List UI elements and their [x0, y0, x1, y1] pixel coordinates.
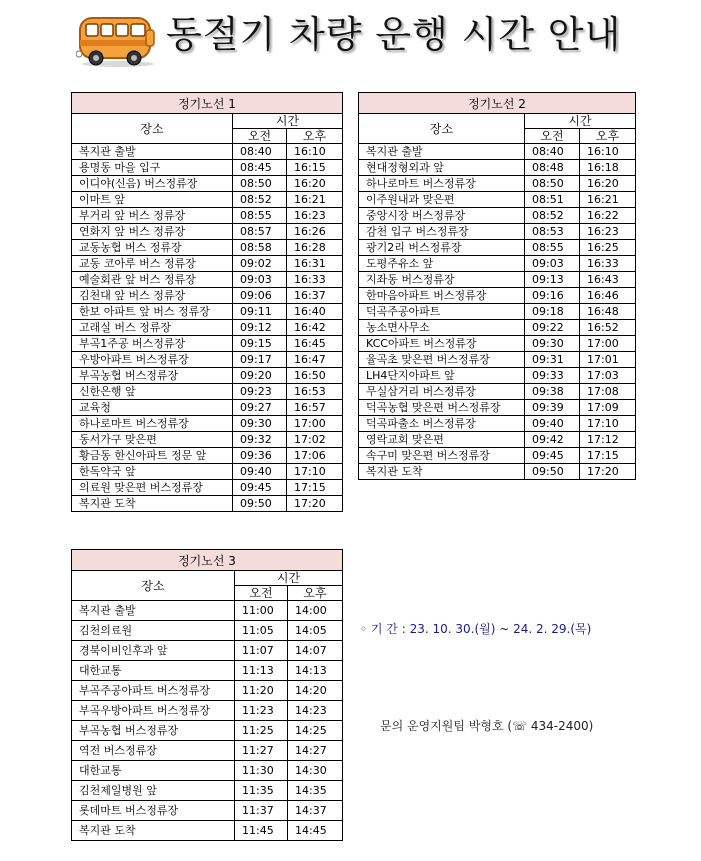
- table-row: [72, 781, 343, 801]
- pm-time: 14:00: [288, 601, 343, 621]
- stop-name: 부거리 앞 버스 정류장: [72, 208, 233, 224]
- pm-time: 17:06: [287, 448, 343, 464]
- operation-period: ◦ 기 간 : 23. 10. 30.(월) ~ 24. 2. 29.(목): [360, 622, 592, 636]
- table-row: [72, 480, 343, 496]
- table-row: [359, 352, 636, 368]
- table-row: [72, 304, 343, 320]
- place-header: 장소: [359, 114, 525, 144]
- pm-time: 17:20: [287, 496, 343, 512]
- am-time: 09:36: [233, 448, 287, 464]
- pm-time: 14:27: [288, 741, 343, 761]
- stop-name: 경북이비인후과 앞: [72, 641, 235, 661]
- pm-time: 16:21: [287, 192, 343, 208]
- table-row: [72, 320, 343, 336]
- am-time: 09:20: [233, 368, 287, 384]
- table-row: [359, 272, 636, 288]
- stop-name: 부곡우방아파트 버스정류장: [72, 701, 235, 721]
- route-name: 정기노선 3: [72, 550, 343, 571]
- am-time: 09:38: [525, 384, 580, 400]
- stop-name: 교육청: [72, 400, 233, 416]
- stop-name: 덕곡파출소 버스정류장: [359, 416, 525, 432]
- pm-time: 16:46: [580, 288, 636, 304]
- am-time: 08:40: [525, 144, 580, 160]
- table-row: [359, 256, 636, 272]
- am-time: 08:55: [525, 240, 580, 256]
- pm-time: 17:15: [287, 480, 343, 496]
- table-row: [359, 400, 636, 416]
- table-row: [72, 416, 343, 432]
- table-row: [72, 288, 343, 304]
- am-time: 09:40: [233, 464, 287, 480]
- pm-time: 16:23: [580, 224, 636, 240]
- am-time: 09:03: [525, 256, 580, 272]
- am-time: 09:23: [233, 384, 287, 400]
- am-time: 09:13: [525, 272, 580, 288]
- stop-name: 황금동 한신아파트 정문 앞: [72, 448, 233, 464]
- stop-name: 고래실 버스 정류장: [72, 320, 233, 336]
- table-row: [359, 320, 636, 336]
- pm-time: 16:33: [287, 272, 343, 288]
- am-time: 08:40: [233, 144, 287, 160]
- table-row: [72, 336, 343, 352]
- am-time: 09:50: [525, 464, 580, 480]
- table-row: [359, 448, 636, 464]
- table-row: [72, 144, 343, 160]
- pm-time: 16:33: [580, 256, 636, 272]
- pm-time: 17:01: [580, 352, 636, 368]
- table-row: [72, 801, 343, 821]
- am-time: 11:07: [235, 641, 288, 661]
- pm-header: 오후: [580, 129, 636, 144]
- stop-name: 도평주유소 앞: [359, 256, 525, 272]
- am-time: 09:30: [233, 416, 287, 432]
- am-time: 08:48: [525, 160, 580, 176]
- table-row: [359, 288, 636, 304]
- time-header: 시간: [235, 571, 343, 586]
- pm-time: 14:23: [288, 701, 343, 721]
- am-time: 11:00: [235, 601, 288, 621]
- stop-name: 용명동 마을 입구: [72, 160, 233, 176]
- stop-name: 부곡농협 버스정류장: [72, 368, 233, 384]
- route-name: 정기노선 2: [359, 93, 636, 114]
- pm-time: 17:20: [580, 464, 636, 480]
- stop-name: 복지관 출발: [72, 144, 233, 160]
- am-time: 09:15: [233, 336, 287, 352]
- pm-time: 16:22: [580, 208, 636, 224]
- table-row: [72, 721, 343, 741]
- stop-name: 김천제일병원 앞: [72, 781, 235, 801]
- stop-name: 롯데마트 버스정류장: [72, 801, 235, 821]
- stop-name: 연화지 앞 버스 정류장: [72, 224, 233, 240]
- table-row: [359, 176, 636, 192]
- pm-time: 16:18: [580, 160, 636, 176]
- stop-name: 교동농협 버스 정류장: [72, 240, 233, 256]
- am-header: 오전: [233, 129, 287, 144]
- table-row: [72, 821, 343, 841]
- page-title: 동절기 차량 운행 시간 안내: [166, 13, 622, 56]
- stop-name: 부곡1주공 버스정류장: [72, 336, 233, 352]
- am-time: 11:37: [235, 801, 288, 821]
- table-row: [72, 384, 343, 400]
- stop-name: 부곡농협 버스정류장: [72, 721, 235, 741]
- table-row: [72, 432, 343, 448]
- pm-time: 17:08: [580, 384, 636, 400]
- place-header: 장소: [72, 114, 233, 144]
- am-header: 오전: [235, 586, 288, 601]
- stop-name: 복지관 도착: [72, 821, 235, 841]
- header: [0, 0, 701, 80]
- table-row: [72, 240, 343, 256]
- am-time: 09:02: [233, 256, 287, 272]
- time-header: 시간: [233, 114, 343, 129]
- pm-time: 16:53: [287, 384, 343, 400]
- pm-time: 14:37: [288, 801, 343, 821]
- table-row: [359, 304, 636, 320]
- stop-name: 예술회관 앞 버스 정류장: [72, 272, 233, 288]
- stop-name: 복지관 출발: [359, 144, 525, 160]
- am-time: 08:50: [525, 176, 580, 192]
- table-row: [72, 621, 343, 641]
- contact-info: 문의 운영지원팀 박형호 (☏ 434-2400): [380, 719, 594, 733]
- table-row: [359, 368, 636, 384]
- pm-time: 14:05: [288, 621, 343, 641]
- pm-time: 16:20: [287, 176, 343, 192]
- stop-name: 의료원 맞은편 버스정류장: [72, 480, 233, 496]
- table-row: [72, 272, 343, 288]
- am-time: 09:31: [525, 352, 580, 368]
- stop-name: 동서가구 맞은편: [72, 432, 233, 448]
- table-row: [72, 400, 343, 416]
- pm-time: 17:09: [580, 400, 636, 416]
- am-time: 11:35: [235, 781, 288, 801]
- stop-name: 복지관 출발: [72, 601, 235, 621]
- pm-time: 17:10: [287, 464, 343, 480]
- table-row: [72, 761, 343, 781]
- table-row: [359, 416, 636, 432]
- stop-name: 역전 버스정류장: [72, 741, 235, 761]
- stop-name: LH4단지아파트 앞: [359, 368, 525, 384]
- time-header: 시간: [525, 114, 636, 129]
- am-time: 08:52: [525, 208, 580, 224]
- am-time: 11:20: [235, 681, 288, 701]
- stop-name: 이마트 앞: [72, 192, 233, 208]
- stop-name: KCC아파트 버스정류장: [359, 336, 525, 352]
- stop-name: 율곡초 맞은편 버스정류장: [359, 352, 525, 368]
- am-time: 08:55: [233, 208, 287, 224]
- pm-time: 16:28: [287, 240, 343, 256]
- stop-name: 덕곡농협 맞은편 버스정류장: [359, 400, 525, 416]
- pm-time: 16:25: [580, 240, 636, 256]
- am-time: 09:17: [233, 352, 287, 368]
- stop-name: 속구미 맞은편 버스정류장: [359, 448, 525, 464]
- table-row: [359, 208, 636, 224]
- stop-name: 무실삼거리 버스정류장: [359, 384, 525, 400]
- am-time: 11:45: [235, 821, 288, 841]
- route-table-1: [71, 92, 343, 512]
- pm-time: 16:42: [287, 320, 343, 336]
- table-row: [72, 601, 343, 621]
- table-row: [72, 448, 343, 464]
- am-time: 11:30: [235, 761, 288, 781]
- pm-time: 16:57: [287, 400, 343, 416]
- am-time: 08:52: [233, 192, 287, 208]
- am-time: 09:22: [525, 320, 580, 336]
- stop-name: 김천의료원: [72, 621, 235, 641]
- pm-time: 14:35: [288, 781, 343, 801]
- pm-header: 오후: [287, 129, 343, 144]
- pm-time: 16:26: [287, 224, 343, 240]
- pm-time: 14:45: [288, 821, 343, 841]
- pm-time: 16:50: [287, 368, 343, 384]
- pm-time: 16:43: [580, 272, 636, 288]
- stop-name: 대한교통: [72, 661, 235, 681]
- table-row: [359, 240, 636, 256]
- stop-name: 현대정형외과 앞: [359, 160, 525, 176]
- am-time: 08:51: [525, 192, 580, 208]
- pm-time: 16:31: [287, 256, 343, 272]
- stop-name: 신한은행 앞: [72, 384, 233, 400]
- pm-time: 17:00: [580, 336, 636, 352]
- pm-time: 14:25: [288, 721, 343, 741]
- pm-time: 17:12: [580, 432, 636, 448]
- stop-name: 대한교통: [72, 761, 235, 781]
- pm-time: 16:37: [287, 288, 343, 304]
- route-name: 정기노선 1: [72, 93, 343, 114]
- table-row: [72, 641, 343, 661]
- table-row: [359, 336, 636, 352]
- pm-time: 16:47: [287, 352, 343, 368]
- am-time: 11:27: [235, 741, 288, 761]
- pm-header: 오후: [288, 586, 343, 601]
- am-time: 08:50: [233, 176, 287, 192]
- table-row: [359, 160, 636, 176]
- table-row: [72, 701, 343, 721]
- pm-time: 16:20: [580, 176, 636, 192]
- pm-time: 14:20: [288, 681, 343, 701]
- am-time: 09:39: [525, 400, 580, 416]
- table-row: [359, 192, 636, 208]
- table-row: [72, 224, 343, 240]
- table-row: [72, 661, 343, 681]
- pm-time: 16:48: [580, 304, 636, 320]
- am-time: 09:45: [525, 448, 580, 464]
- table-row: [72, 681, 343, 701]
- stop-name: 부곡주공아파트 버스정류장: [72, 681, 235, 701]
- stop-name: 김천대 앞 버스 정류장: [72, 288, 233, 304]
- stop-name: 중앙시장 버스정류장: [359, 208, 525, 224]
- am-time: 09:06: [233, 288, 287, 304]
- am-time: 08:57: [233, 224, 287, 240]
- am-time: 11:23: [235, 701, 288, 721]
- stop-name: 교동 코아루 버스 정류장: [72, 256, 233, 272]
- stop-name: 영락교회 맞은편: [359, 432, 525, 448]
- table-row: [359, 144, 636, 160]
- table-row: [72, 464, 343, 480]
- am-time: 09:50: [233, 496, 287, 512]
- pm-time: 17:02: [287, 432, 343, 448]
- table-row: [72, 256, 343, 272]
- stop-name: 하나로마트 버스정류장: [359, 176, 525, 192]
- stop-name: 농소면사무소: [359, 320, 525, 336]
- am-time: 09:40: [525, 416, 580, 432]
- table-row: [359, 464, 636, 480]
- stop-name: 한마음아파트 버스정류장: [359, 288, 525, 304]
- stop-name: 광기2리 버스정류장: [359, 240, 525, 256]
- stop-name: 복지관 도착: [72, 496, 233, 512]
- table-row: [72, 496, 343, 512]
- pm-time: 16:21: [580, 192, 636, 208]
- am-time: 08:53: [525, 224, 580, 240]
- table-row: [72, 741, 343, 761]
- pm-time: 14:13: [288, 661, 343, 681]
- am-time: 09:12: [233, 320, 287, 336]
- am-time: 09:27: [233, 400, 287, 416]
- pm-time: 16:23: [287, 208, 343, 224]
- table-row: [72, 352, 343, 368]
- route-table-2: [358, 92, 636, 480]
- route-table-3: [71, 549, 343, 841]
- school-bus-icon: [76, 10, 158, 68]
- am-time: 11:25: [235, 721, 288, 741]
- pm-time: 14:30: [288, 761, 343, 781]
- table-row: [72, 368, 343, 384]
- table-row: [359, 224, 636, 240]
- am-time: 11:13: [235, 661, 288, 681]
- am-time: 09:32: [233, 432, 287, 448]
- am-time: 11:05: [235, 621, 288, 641]
- pm-time: 17:03: [580, 368, 636, 384]
- stop-name: 하나로마트 버스정류장: [72, 416, 233, 432]
- am-time: 09:16: [525, 288, 580, 304]
- pm-time: 16:10: [580, 144, 636, 160]
- stop-name: 덕곡주공아파트: [359, 304, 525, 320]
- stop-name: 지좌동 버스정류장: [359, 272, 525, 288]
- am-time: 09:03: [233, 272, 287, 288]
- am-time: 08:58: [233, 240, 287, 256]
- table-row: [359, 432, 636, 448]
- am-time: 08:45: [233, 160, 287, 176]
- pm-time: 14:07: [288, 641, 343, 661]
- stop-name: 이주원내과 맞은편: [359, 192, 525, 208]
- stop-name: 한독약국 앞: [72, 464, 233, 480]
- pm-time: 16:45: [287, 336, 343, 352]
- pm-time: 16:40: [287, 304, 343, 320]
- pm-time: 16:52: [580, 320, 636, 336]
- am-time: 09:33: [525, 368, 580, 384]
- place-header: 장소: [72, 571, 235, 601]
- table-row: [72, 160, 343, 176]
- stop-name: 감천 입구 버스정류장: [359, 224, 525, 240]
- table-row: [72, 176, 343, 192]
- am-time: 09:11: [233, 304, 287, 320]
- am-time: 09:30: [525, 336, 580, 352]
- table-row: [72, 208, 343, 224]
- stop-name: 이디야(신음) 버스정류장: [72, 176, 233, 192]
- pm-time: 16:15: [287, 160, 343, 176]
- pm-time: 17:00: [287, 416, 343, 432]
- pm-time: 17:15: [580, 448, 636, 464]
- am-time: 09:45: [233, 480, 287, 496]
- stop-name: 한보 아파트 앞 버스 정류장: [72, 304, 233, 320]
- pm-time: 16:10: [287, 144, 343, 160]
- table-row: [72, 192, 343, 208]
- am-time: 09:18: [525, 304, 580, 320]
- table-row: [359, 384, 636, 400]
- pm-time: 17:10: [580, 416, 636, 432]
- stop-name: 복지관 도착: [359, 464, 525, 480]
- am-time: 09:42: [525, 432, 580, 448]
- am-header: 오전: [525, 129, 580, 144]
- stop-name: 우방아파트 버스정류장: [72, 352, 233, 368]
